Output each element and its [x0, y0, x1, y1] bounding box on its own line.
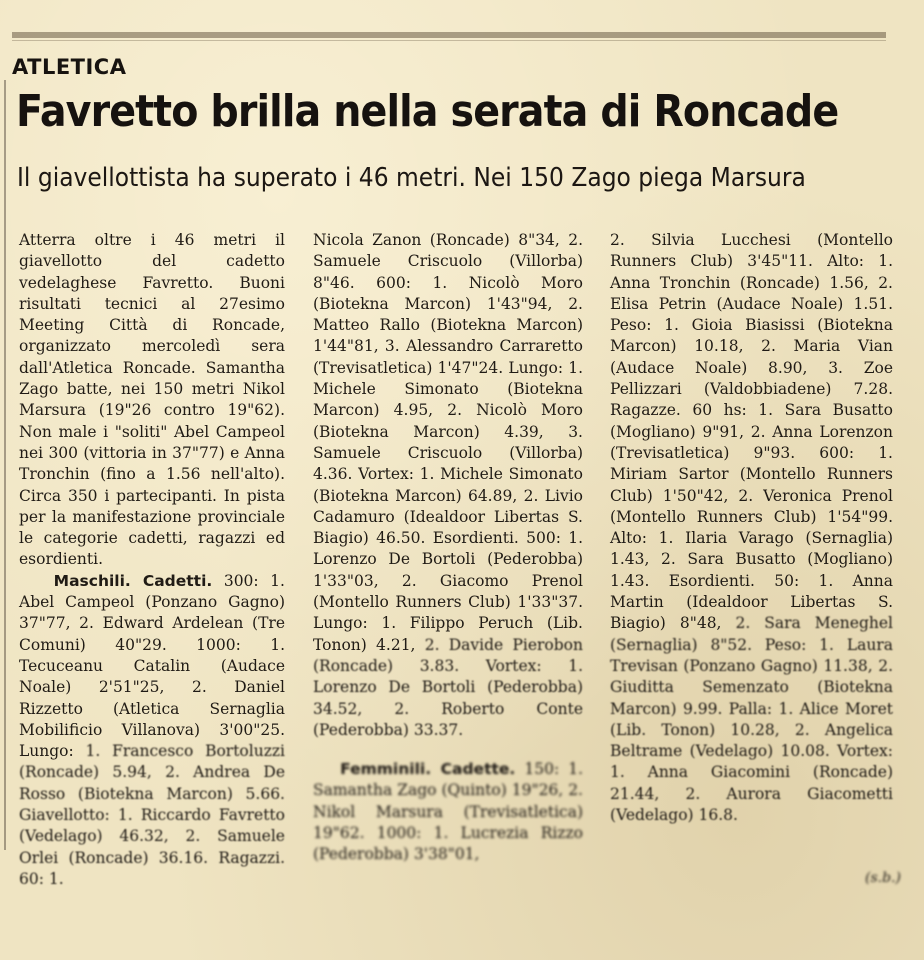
- article-subheadline: Il giavellottista ha superato i 46 metri. Nei 150 Zago piega Marsura: [17, 163, 806, 193]
- left-column-rule: [4, 80, 6, 850]
- maschili-results-text: 300: 1. Abel Campeol (Ponzano Gagno) 37"77, 2. Edward Ardelean (Tre Comuni) 40"29. 1000: 1. Tecuceanu Catalin (Audace Noale) 2'51"25, 2. Daniel Rizzetto (Atletica Sernaglia Mobilificio Villanova) 3'00"25. Lungo:: [19, 571, 285, 761]
- author-byline: (s.b.): [865, 870, 901, 886]
- intro-paragraph: Atterra oltre i 46 metri il giavellotto del cadetto vedelaghese Favretto. Buoni risultati tecnici al 27esimo Meeting Città di Roncade, organizzato mercoledì sera dall'Atletica Roncade. Samantha Zago batte, nei 150 metri Nikol Marsura (19"26 contro 19"62). Non male i "soliti" Abel Campeol nei 300 (vittoria in 37"77) e Anna Tronchin (fino a 1.56 nell'alto). Circa 350 i partecipanti. In pista per la manifestazione provinciale le categorie cadetti, ragazzi ed esordienti.: [19, 231, 285, 569]
- column-2-results-text: Nicola Zanon (Roncade) 8"34, 2. Samuele Criscuolo (Villorba) 8"46. 600: 1. Nicolò Moro (Biotekna Marcon) 1'43"94, 2. Matteo Rallo (Biotekna Marcon) 1'44"81, 3. Alessandro Carraretto (Trevisatletica) 1'47"24. Lungo: 1. Michele Simonato (Biotekna Marcon) 4.95, 2. Nicolò Moro (Biotekna Marcon) 4.39, 3. Samuele Criscuolo (Villorba) 4.36. Vortex: 1. Michele Simonato (Biotekna Marcon) 64.89, 2. Livio Cadamuro (Idealdoor Libertas S. Biagio) 46.50. Esordienti. 500: 1. Lorenzo De Bortoli (Pederobba) 1'33"03, 2. Giacomo Prenol (Montello Runners Club) 1'33"37. Lungo: 1. Filippo Peruch (Lib. Tonon) 4.21,: [313, 231, 583, 654]
- femminili-results-text: 150: 1. Samantha Zago (Quinto) 19"26, 2. Nikol Marsura (Trevisatletica) 19"62. 1000: 1. Lucrezia Rizzo (Pederobba) 3'38"01,: [313, 760, 584, 864]
- article-column-2: [313, 230, 583, 866]
- column-3-results: [610, 230, 893, 826]
- results-femminili: [313, 759, 583, 865]
- top-rule-thin: [12, 40, 886, 41]
- top-rule: [12, 32, 886, 38]
- column-3-results-text: 2. Silvia Lucchesi (Montello Runners Club) 3'45"11. Alto: 1. Anna Tronchin (Roncade) 1.56, 2. Elisa Petrin (Audace Noale) 1.51. Peso: 1. Gioia Biasissi (Biotekna Marcon) 10.18, 2. Maria Vian (Audace Noale) 8.90, 3. Zoe Pellizzari (Valdobbiadene) 7.28. Ragazze. 60 hs: 1. Sara Busatto (Mogliano) 9"91, 2. Anna Lorenzon (Trevisatletica) 9"93. 600: 1. Miriam Sartor (Montello Runners Club) 1'50"42, 2. Veronica Prenol (Montello Runners Club) 1'54"99. Alto: 1. Ilaria Varago (Sernaglia) 1.43, 2. Sara Busatto (Mogliano) 1.43. Esordienti. 50: 1. Anna Martin (Idealdoor Libertas S. Biagio) 8"48,: [610, 231, 893, 633]
- maschili-results-faded: 1. Francesco Bortoluzzi (Roncade) 5.94, 2. Andrea De Rosso (Biotekna Marcon) 5.66. Giavellotto: 1. Riccardo Favretto (Vedelago) 46.32, 2. Samuele Orlei (Roncade) 36.16. Ragazzi. 60: 1.: [19, 742, 285, 888]
- results-maschili: [19, 571, 285, 890]
- maschili-label: Maschili. Cadetti.: [53, 571, 213, 590]
- section-label: ATLETICA: [12, 55, 127, 79]
- femminili-label: Femminili. Cadette.: [340, 760, 516, 779]
- article-column-1: [19, 230, 285, 890]
- column-2-results-faded: 2. Davide Pierobon (Roncade) 3.83. Vortex: 1. Lorenzo De Bortoli (Pederobba) 34.52, 2. Roberto Conte (Pederobba) 33.37.: [313, 635, 583, 739]
- column-2-results: [313, 230, 583, 741]
- article-headline: Favretto brilla nella serata di Roncade: [16, 86, 839, 137]
- column-3-results-faded: 2. Sara Meneghel (Sernaglia) 8"52. Peso: 1. Laura Trevisan (Ponzano Gagno) 11.38, 2. Giuditta Semenzato (Biotekna Marcon) 9.99. Palla: 1. Alice Moret (Lib. Tonon) 10.28, 2. Angelica Beltrame (Vedelago) 10.08. Vortex: 1. Anna Giacomini (Roncade) 21.44, 2. Aurora Giacometti (Vedelago) 16.8.: [610, 614, 893, 825]
- article-column-3: [610, 230, 893, 826]
